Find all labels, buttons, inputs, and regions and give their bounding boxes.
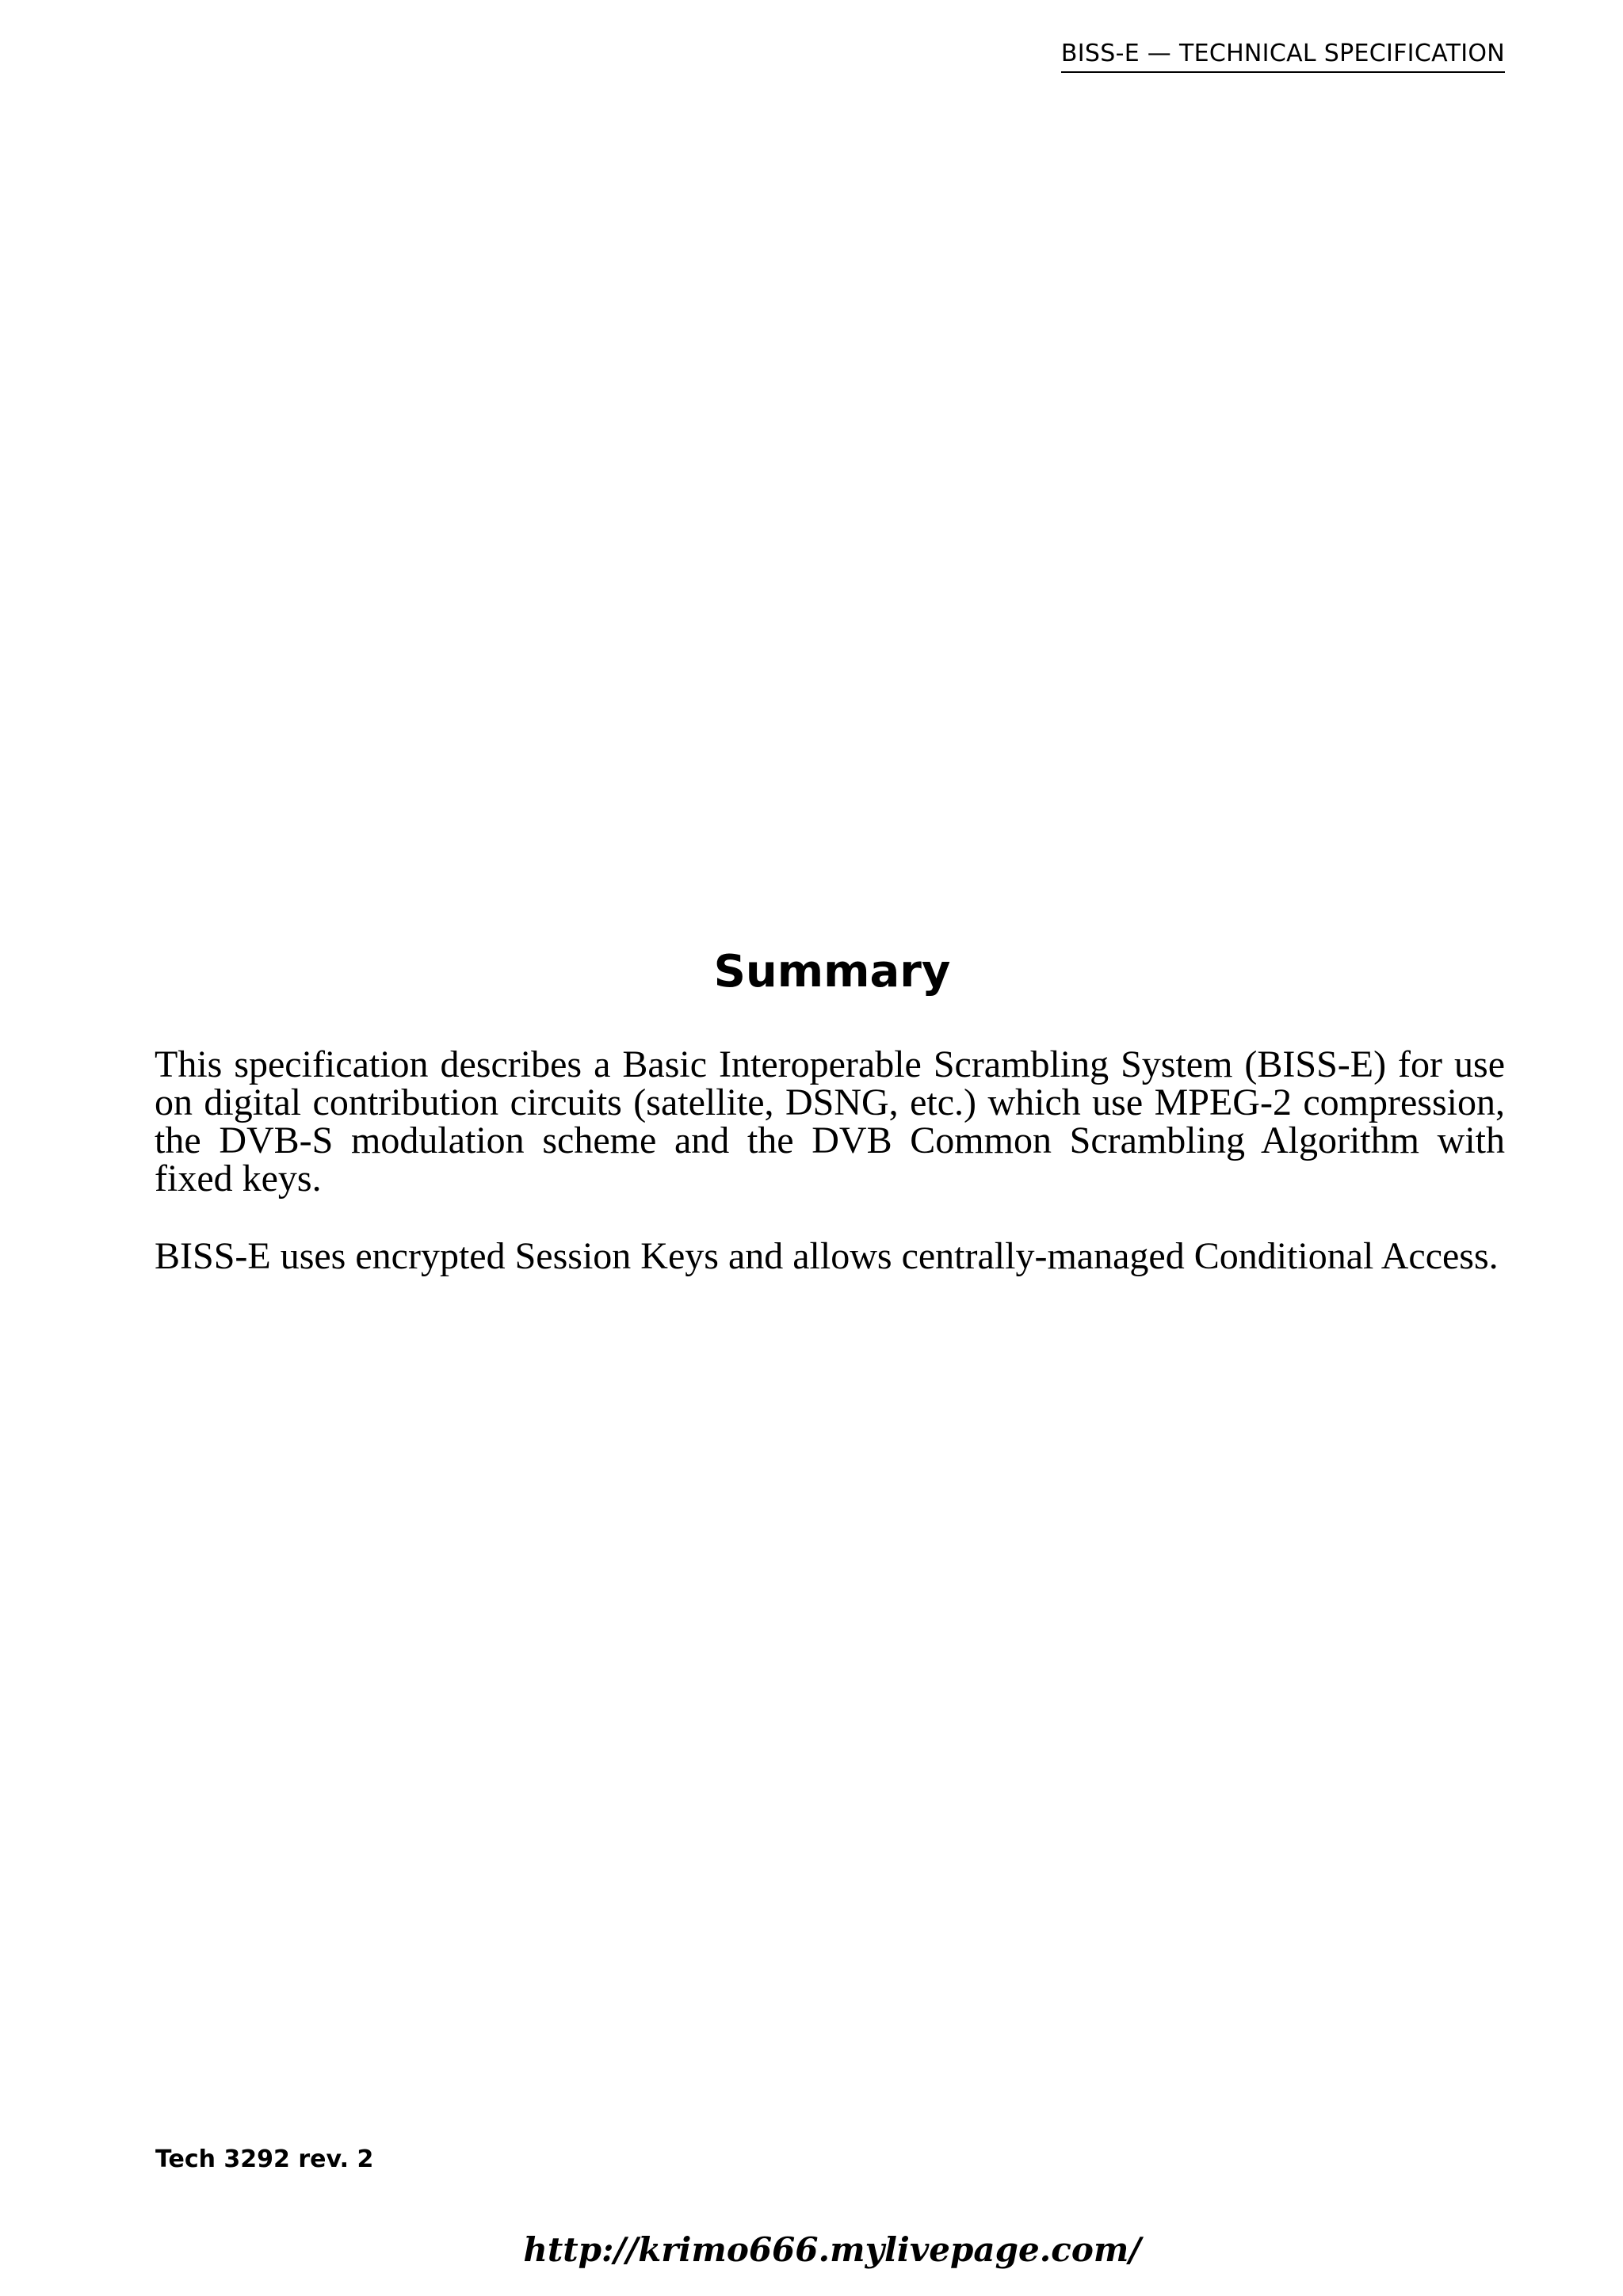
summary-paragraph: This specification describes a Basic Interoperable Scrambling System (BISS-E) for use on digital contribution circuits (satellite, DSNG, etc.) which use MPEG-2 compression, the DVB-S modulation scheme and the DVB Common Scrambling Algorithm with fixed keys. bbox=[155, 1043, 1505, 1199]
watermark-url: http://krimo666.mylivepage.com/ bbox=[523, 2230, 1141, 2269]
running-header: BISS-E — TECHNICAL SPECIFICATION bbox=[1061, 38, 1505, 73]
document-id: Tech 3292 rev. 2 bbox=[155, 2145, 374, 2173]
summary-paragraph: BISS-E uses encrypted Session Keys and allows centrally-managed Conditional Access. bbox=[155, 1235, 1499, 1277]
summary-title: Summary bbox=[713, 946, 951, 997]
summary-body bbox=[155, 1043, 1505, 1315]
